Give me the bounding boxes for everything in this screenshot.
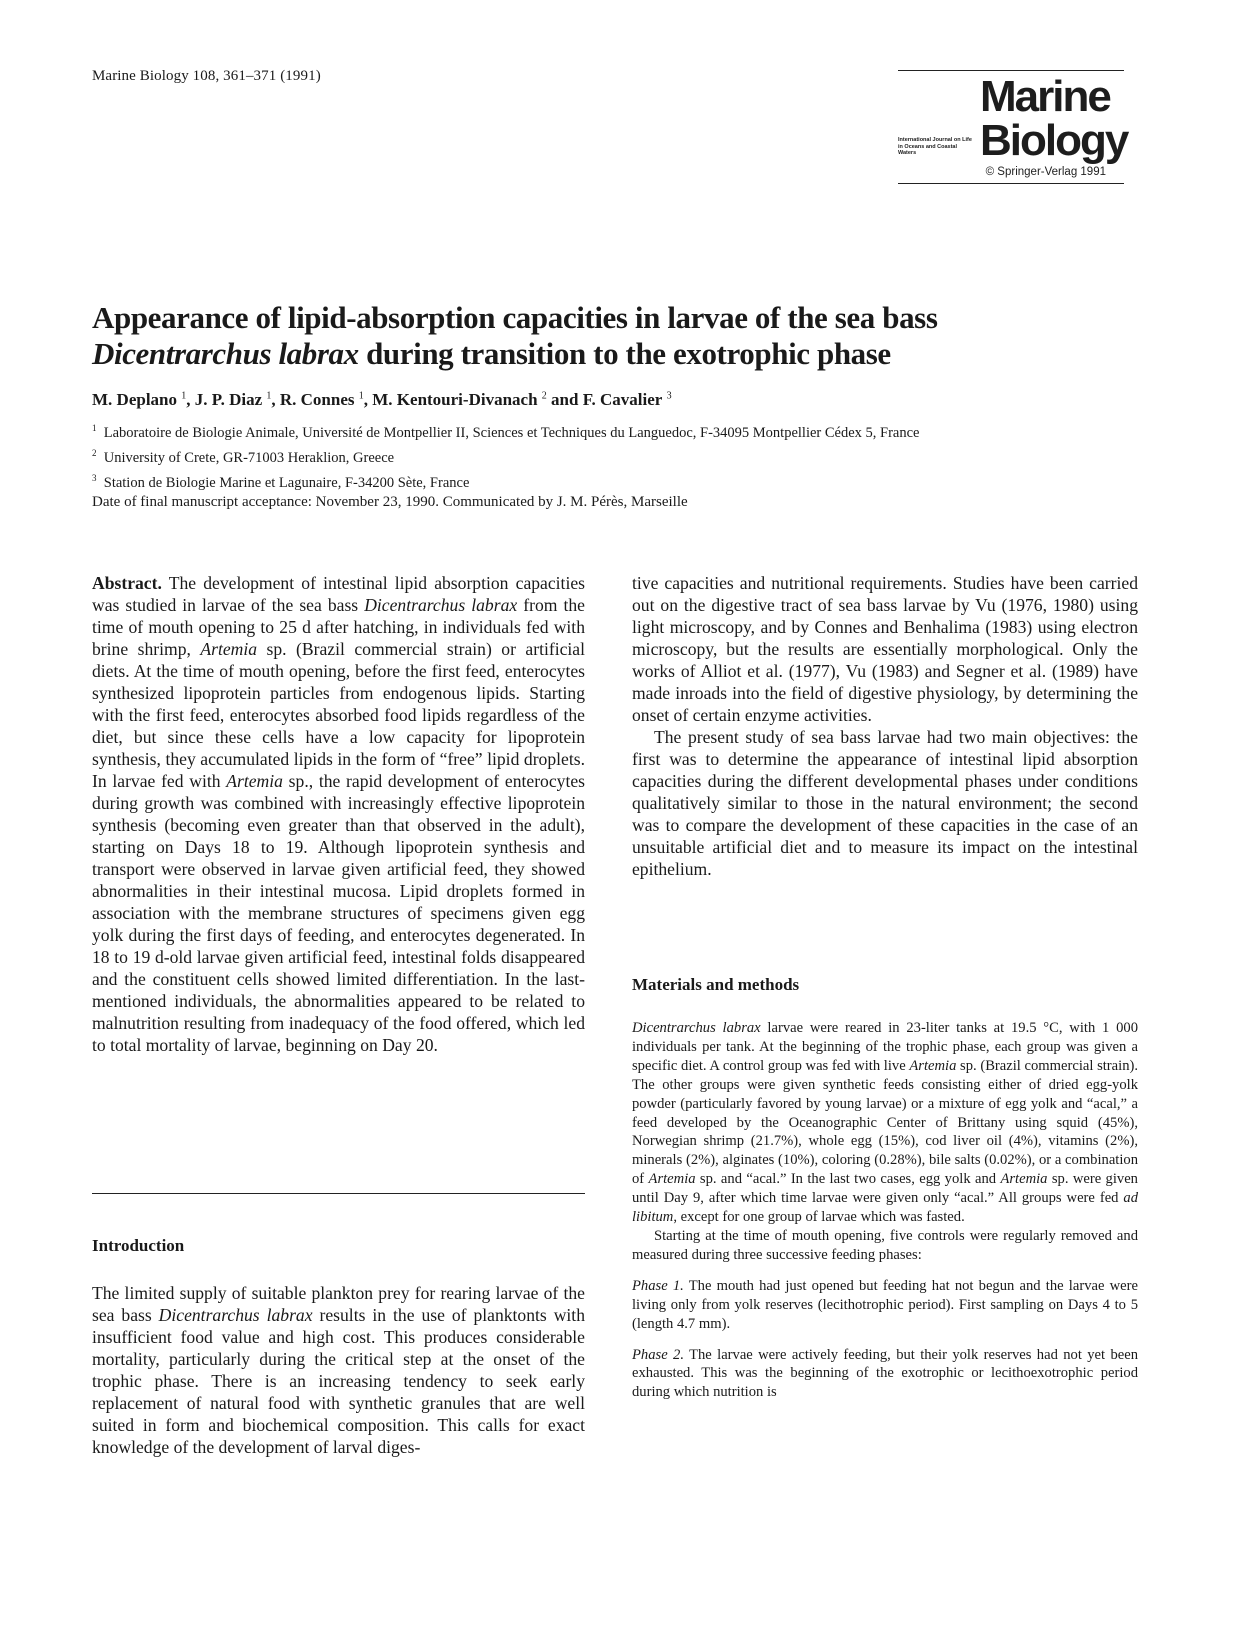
title-line-2: [92, 336, 1152, 372]
title-line-2-rest: during transition to the exotrophic phase: [358, 336, 891, 371]
author-affiliation-mark: 3: [666, 390, 672, 402]
introduction-paragraph: The present study of sea bass larvae had two main objectives: the first was to determine the appearance of intestinal lipid absorption capacities during the different developmental phases under conditions qualitatively similar to those in the natural environment; the second was to compare the development of these capacities in the case of an unsuitable artificial diet and to measure its impact on the intestinal epithelium.: [632, 727, 1138, 879]
affiliation-item: $^1$ Laboratoire de Biologie Animale, Université de Montpellier II, Sciences et Techniques du Languedoc, F-34095 Montpellier Cédex 5, France: [92, 423, 920, 441]
journal-logo: [898, 70, 1128, 184]
introduction-continued: [632, 572, 1138, 880]
introduction-paragraph: The limited supply of suitable plankton prey for rearing larvae of the sea bass Dicentrarchus labrax results in the use of planktonts with insufficient food value and high cost. This produces considerable mortality, particularly during the critical step at the onset of the trophic phase. There is an increasing tendency to seek early replacement of natural food with synthetic granules that are well suited in form and biochemical composition. This calls for exact knowledge of the development of larval diges-: [92, 1283, 585, 1457]
methods-heading: Materials and methods: [632, 975, 800, 994]
methods-paragraph: Dicentrarchus labrax larvae were reared in 23-liter tanks at 19.5 °C, with 1 000 individuals per tank. At the beginning of the trophic phase, each group was given a specific diet. A control group was fed with live Artemia sp. (Brazil commercial strain). The other groups were given synthetic feeds consisting either of dried egg-yolk powder (particularly favored by young larvae) or a mixture of egg yolk and “acal,” a feed developed by the Oceanographic Center of Brittany using squid (45%), Norwegian shrimp (21.7%), whole egg (15%), cod liver oil (4%), vitamins (2%), minerals (2%), alginates (10%), coloring (0.28%), bile salts (0.02%), or a combination of Artemia sp. and “acal.” In the last two cases, egg yolk and Artemia sp. were given until Day 9, after which time larvae were given only “acal.” All groups were fed ad libitum, except for one group of larvae which was fasted.: [632, 1020, 1139, 1226]
phase-2-label: Phase 2.: [632, 1346, 684, 1363]
section-divider: [92, 1193, 585, 1194]
logo-word-biology: Biology: [980, 116, 1128, 165]
introduction-section: [92, 1282, 585, 1458]
author-name: R. Connes: [279, 390, 355, 409]
affiliation-item: $^2$ University of Crete, GR-71003 Heraklion, Greece: [92, 447, 395, 466]
abstract-section: [92, 572, 585, 1056]
introduction-heading: Introduction: [92, 1236, 185, 1255]
abstract-paragraph: Abstract. The development of intestinal lipid absorption capacities was studied in larvae of the sea bass Dicentrarchus labrax from the time of mouth opening to 25 d after hatching, in individuals fed with brine shrimp, Artemia sp. (Brazil commercial strain) or artificial diets. At the time of mouth opening, before the first feed, enterocytes synthesized lipoprotein particles from endogenous lipids. Starting with the first feed, enterocytes absorbed food lipids regardless of the diet, but since these cells have a low capacity for lipoprotein synthesis, they accumulated lipids in the form of “free” lipid droplets. In larvae fed with Artemia sp., the rapid development of enterocytes during growth was combined with increasingly effective lipoprotein synthesis (becoming even greater than that observed in the adult), starting on Days 18 to 19. Although lipoprotein synthesis and transport were observed in larvae given artificial feed, they showed abnormalities in their intestinal mucosa. Lipid droplets formed in association with the membrane structures of specimens given egg yolk during the first days of feeding, and enterocytes degenerated. In 18 to 19 d-old larvae given artificial feed, intestinal folds disappeared and the constituent cells showed limited differentiation. In the last-mentioned individuals, the abnormalities appeared to be related to malnutrition resulting from inadequacy of the food offered, which led to total mortality of larvae, beginning on Day 20.: [92, 573, 586, 1055]
logo-tagline: International Journal on Life in Oceans and Coastal Waters: [898, 137, 972, 156]
manuscript-acceptance-note: Date of final manuscript acceptance: November 23, 1990. Communicated by J. M. Pérès, Marseille: [92, 494, 688, 510]
title-species: Dicentrarchus labrax: [92, 336, 359, 371]
author-list: M. Deplano $^1$, J. P. Diaz $^1$, R. Connes $^1$, M. Kentouri-Divanach $^2$ and F. Cavalier $^3$: [92, 390, 672, 409]
abstract-label: Abstract.: [92, 573, 162, 593]
author-affiliation-mark: 1: [358, 390, 364, 402]
logo-word-marine: Marine: [980, 72, 1110, 121]
phase-2-paragraph: Phase 2. The larvae were actively feeding, but their yolk reserves had not yet been exhausted. This was the beginning of the exotrophic or lecithoexotrophic period during which nutrition is: [632, 1346, 1138, 1401]
phase-1-paragraph: Phase 1. The mouth had just opened but feeding hat not begun and the larvae were living only from yolk reserves (lecithotrophic period). First sampling on Days 4 to 5 (length 4.7 mm).: [632, 1277, 1139, 1332]
author-name: M. Deplano: [92, 390, 177, 409]
article-title: [92, 300, 1152, 372]
author-name: J. P. Diaz: [194, 390, 263, 409]
introduction-paragraph-continued: tive capacities and nutritional requirements. Studies have been carried out on the digestive tract of sea bass larvae by Vu (1976, 1980) using light microscopy, and by Connes and Benhalima (1983) using electron microscopy, but the results are essentially morphological. Only the works of Alliot et al. (1977), Vu (1983) and Segner et al. (1989) have made inroads into the field of digestive physiology, by determining the onset of certain enzyme activities.: [632, 573, 1138, 725]
methods-section: [632, 1019, 1138, 1402]
journal-citation: Marine Biology 108, 361–371 (1991): [92, 68, 321, 84]
phase-1-label: Phase 1.: [632, 1277, 684, 1294]
logo-copyright: © Springer-Verlag 1991: [985, 166, 1106, 178]
affiliation-item: $^3$ Station de Biologie Marine et Lagunaire, F-34200 Sète, France: [92, 472, 470, 491]
title-line-1: Appearance of lipid-absorption capacities in larvae of the sea bass: [92, 300, 938, 335]
methods-paragraph: Starting at the time of mouth opening, five controls were regularly removed and measured during three successive feeding phases:: [632, 1227, 1138, 1263]
author-affiliation-mark: 2: [541, 390, 547, 402]
author-name: M. Kentouri-Divanach: [372, 390, 538, 409]
author-affiliation-mark: 1: [266, 390, 272, 402]
author-affiliation-mark: 1: [181, 390, 187, 402]
author-name: F. Cavalier: [582, 390, 663, 409]
affiliation-list: [92, 418, 919, 492]
